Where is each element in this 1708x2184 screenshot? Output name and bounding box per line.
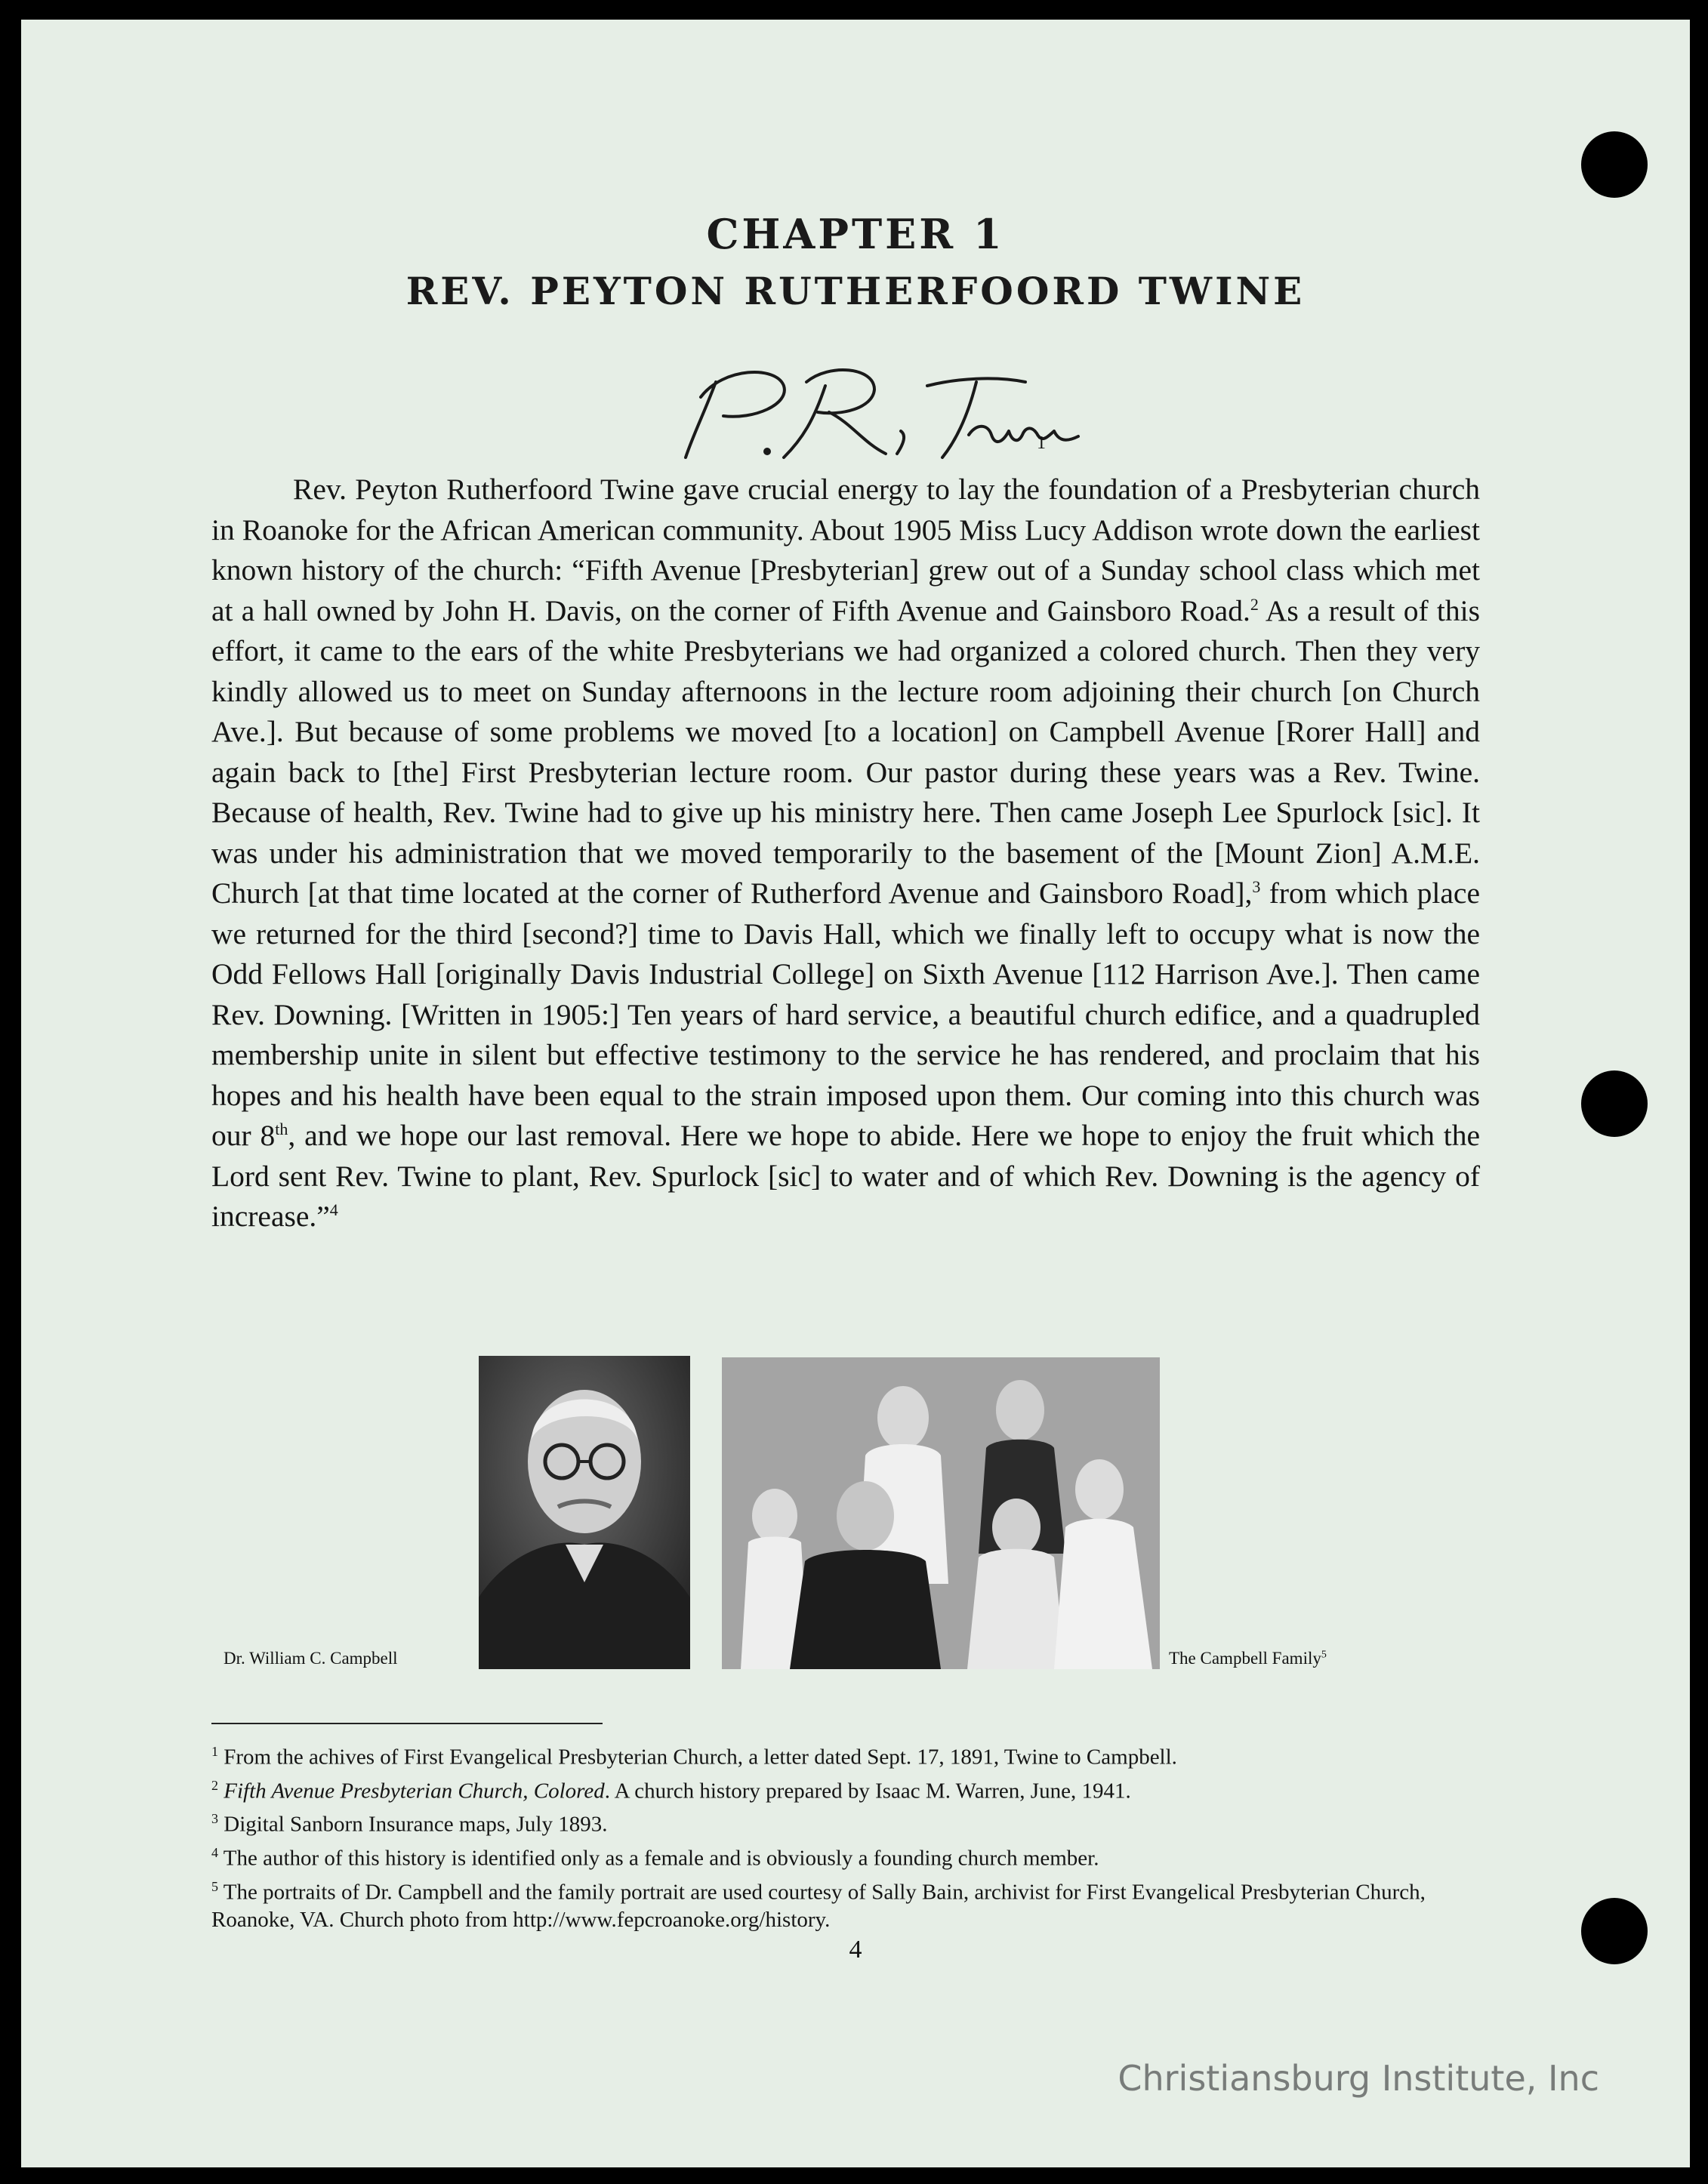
footnote-text: From the achives of First Evangelical Presbyterian Church, a letter dated Sept. 17, 1891, Twine to Campbell. xyxy=(224,1745,1177,1770)
body-text-segment: As a result of this effort, it came to the ears of the white Presbyterians we had organized a colored church. Then they very kindly allowed us to meet on Sunday afternoons in the lecture room adjoining their church [on Church Ave.]. But because of some problems we moved [to a location] on Campbell Avenue [Rorer Hall] and again back to [the] First Presbyterian lecture room. Our pastor during these years was a Rev. Twine. Because of health, Rev. Twine had to give up his ministry here. Then came Joseph Lee Spurlock [sic]. It was under his administration that we moved temporarily to the basement of the [Mount Zion] A.M.E. Church [at that time located at the corner of Rutherford Avenue and Gainsboro Road], xyxy=(211,593,1480,910)
footnote-1 xyxy=(211,1738,1495,1772)
chapter-subtitle: REV. PEYTON RUTHERFOORD TWINE xyxy=(405,269,1306,313)
body-text-segment: Rev. Peyton Rutherfoord Twine gave crucial energy to lay the foundation of a Presbyterian church in Roanoke for the African American community. About 1905 Miss Lucy Addison wrote down the earliest known history of the church: “Fifth Avenue [Presbyterian] grew out of a Sunday school class which met at a hall owned by John H. Davis, on the corner of Fifth Avenue and Gainsboro Road. xyxy=(211,473,1480,627)
footnote-4 xyxy=(211,1839,1495,1873)
portrait-caption: Dr. William C. Campbell xyxy=(224,1649,398,1668)
footnote-text: The portraits of Dr. Campbell and the family portrait are used courtesy of Sally Bain, archivist for First Evangelical Presbyterian Church, Roanoke, VA. Church photo from http://www.fepcroanoke.org/history. xyxy=(211,1880,1426,1933)
family-photo-caption xyxy=(1169,1649,1327,1668)
footnote-number: 3 xyxy=(211,1811,218,1827)
footnote-number: 5 xyxy=(211,1878,218,1894)
footnote-ref[interactable]: 5 xyxy=(1321,1649,1327,1661)
footnote-ref[interactable]: 3 xyxy=(1252,876,1261,896)
superscript-ordinal: th xyxy=(275,1119,288,1138)
footnote-number: 1 xyxy=(211,1744,218,1759)
document-page xyxy=(21,20,1690,2167)
footnote-5 xyxy=(211,1873,1495,1935)
footnote-title: Fifth Avenue Presbyterian Church, Colored xyxy=(224,1779,605,1804)
watermark: Christiansburg Institute, Inc xyxy=(1118,2058,1599,2099)
footnote-3 xyxy=(211,1805,1495,1839)
footnote-ref[interactable]: 2 xyxy=(1250,594,1259,614)
binder-hole-top xyxy=(1581,131,1648,198)
binder-hole-middle xyxy=(1581,1070,1648,1137)
footnote-text: . A church history prepared by Isaac M. Warren, June, 1941. xyxy=(604,1779,1131,1804)
footnote-text: Digital Sanborn Insurance maps, July 1893. xyxy=(224,1812,608,1837)
footnote-2 xyxy=(211,1772,1495,1806)
footnote-number: 2 xyxy=(211,1777,218,1793)
caption-text: The Campbell Family xyxy=(1169,1649,1321,1668)
signature-image xyxy=(671,352,1093,480)
body-text-segment: , and we hope our last removal. Here we hope to abide. Here we hope to enjoy the fruit which the Lord sent Rev. Twine to plant, Rev. Spurlock [sic] to water and of which Rev. Downing is the agency of increase.” xyxy=(211,1119,1480,1233)
portrait-photo xyxy=(479,1356,690,1669)
signature-footnote-ref: 1 xyxy=(1037,433,1046,453)
page-number: 4 xyxy=(849,1936,862,1964)
family-photo xyxy=(722,1357,1160,1669)
footnotes xyxy=(211,1738,1495,1934)
footnote-text: The author of this history is identified only as a female and is obviously a founding church member. xyxy=(223,1846,1099,1871)
footnote-ref[interactable]: 4 xyxy=(329,1200,338,1219)
body-text-segment: from which place we returned for the third [second?] time to Davis Hall, which we finally left to occupy what is now the Odd Fellows Hall [originally Davis Industrial College] on Sixth Avenue [112 Harrison Ave.]. Then came Rev. Downing. [Written in 1905:] Ten years of hard service, a beautiful church edifice, and a quadrupled membership unite in silent but effective testimony to the service he has rendered, and proclaim that his hopes and his health have been equal to the strain imposed upon them. Our coming into this church was our 8 xyxy=(211,876,1480,1152)
body-paragraph xyxy=(211,470,1480,1237)
footnote-separator xyxy=(211,1723,603,1724)
footnote-number: 4 xyxy=(211,1844,218,1860)
chapter-heading: CHAPTER 1 xyxy=(706,210,1005,258)
